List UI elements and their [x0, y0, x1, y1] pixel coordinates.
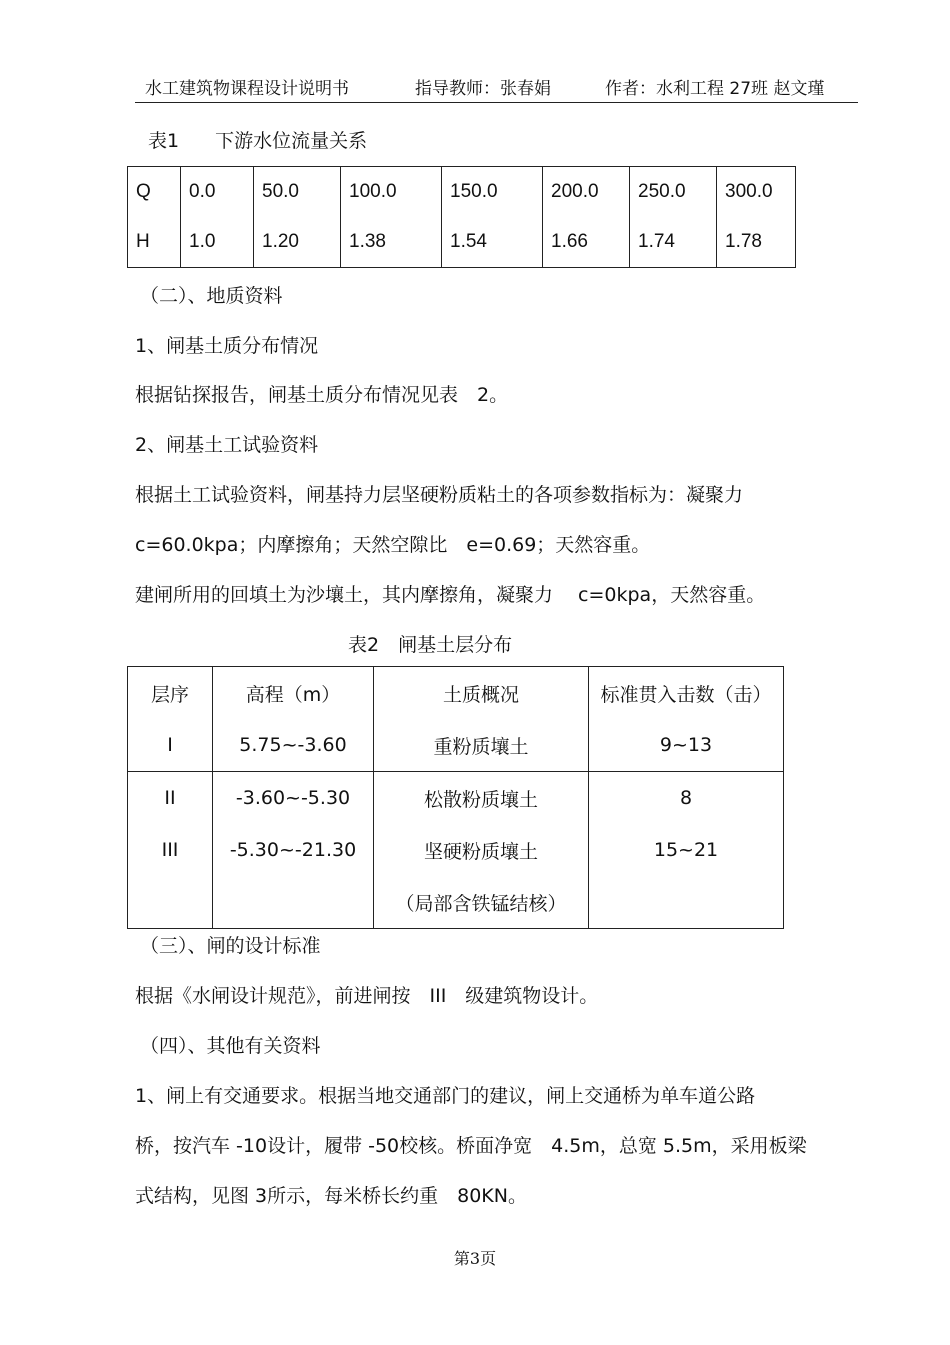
soil-layer-table	[127, 666, 784, 929]
table-cell: 300.0	[717, 167, 796, 218]
table-cell: -5.30~-21.30	[213, 824, 374, 876]
table-row	[128, 719, 784, 772]
paragraph: 根据钻探报告，闸基土质分布情况见表 2。	[135, 384, 509, 406]
table-cell: 250.0	[630, 167, 717, 218]
table-cell: 0.0	[181, 167, 254, 218]
paragraph: c=60.0kpa；内摩擦角；天然空隙比 e=0.69；天然容重。	[135, 534, 651, 556]
table-cell: （局部含铁锰结核）	[374, 876, 589, 929]
paragraph: 建闸所用的回填土为沙壤土，其内摩擦角，凝聚力 c=0kpa，天然容重。	[135, 584, 766, 606]
paragraph: 桥，按汽车 -10设计，履带 -50校核。桥面净宽 4.5m，总宽 5.5m，采用板梁	[135, 1135, 807, 1157]
paragraph: 1、闸上有交通要求。根据当地交通部门的建议，闸上交通桥为单车道公路	[135, 1085, 756, 1107]
table-cell	[128, 876, 213, 929]
paragraph: 1、闸基土质分布情况	[135, 335, 319, 357]
table1-title: 下游水位流量关系	[215, 130, 368, 152]
table-row	[128, 217, 796, 268]
table-cell: II	[128, 772, 213, 825]
water-level-discharge-table	[127, 166, 796, 268]
page-number: 第3页	[453, 1249, 497, 1268]
table-row	[128, 167, 796, 218]
table-cell: 150.0	[442, 167, 543, 218]
table-cell: 50.0	[254, 167, 341, 218]
page-header	[135, 72, 858, 103]
table-cell: 15~21	[589, 824, 784, 876]
table-cell: 1.78	[717, 217, 796, 268]
table-header-row	[128, 667, 784, 720]
table-cell: III	[161, 839, 179, 861]
table-cell: 8	[589, 772, 784, 825]
section-heading-design-standard: （三）、闸的设计标准	[140, 935, 321, 957]
table-header: 土质概况	[374, 667, 589, 720]
table1-number: 表1	[148, 130, 180, 152]
table-row	[128, 876, 784, 929]
table2-caption: 表2 闸基土层分布	[348, 634, 513, 656]
table-cell: -3.60~-5.30	[213, 772, 374, 825]
paragraph: 式结构，见图 3所示，每米桥长约重 80KN。	[135, 1185, 527, 1207]
table-cell: 1.0	[181, 217, 254, 268]
table-cell: 9~13	[589, 719, 784, 772]
table-cell: 1.74	[630, 217, 717, 268]
table1-caption	[148, 126, 367, 153]
section-heading-geology: （二）、地质资料	[140, 285, 283, 307]
table-cell: H	[136, 231, 150, 252]
table-header: 层序	[150, 683, 189, 706]
table-cell: I	[167, 734, 173, 756]
paragraph: 根据《水闸设计规范》，前进闸按 III 级建筑物设计。	[135, 985, 599, 1007]
table-cell: 1.66	[543, 217, 630, 268]
author: 作者：水利工程 27班 赵文瑾	[605, 79, 825, 99]
paragraph: 根据土工试验资料，闸基持力层坚硬粉质粘土的各项参数指标为：凝聚力	[135, 484, 744, 506]
table-cell: 1.54	[442, 217, 543, 268]
table-cell: 200.0	[543, 167, 630, 218]
paragraph: 2、闸基土工试验资料	[135, 434, 319, 456]
table-cell: 5.75~-3.60	[213, 719, 374, 772]
section-heading-other: （四）、其他有关资料	[140, 1035, 321, 1057]
doc-title: 水工建筑物课程设计说明书	[145, 79, 349, 99]
table-cell: 1.38	[341, 217, 442, 268]
table-cell: 1.20	[254, 217, 341, 268]
table-cell: 松散粉质壤土	[374, 772, 589, 825]
table-header: 高程（m）	[213, 667, 374, 720]
table-cell: 坚硬粉质壤土	[374, 824, 589, 876]
advisor: 指导教师：张春娟	[415, 79, 551, 99]
table-header: 标准贯入击数（击）	[589, 667, 784, 720]
table-row	[128, 772, 784, 825]
table-row	[128, 824, 784, 876]
table-cell: 100.0	[341, 167, 442, 218]
table-cell: Q	[136, 181, 151, 202]
table-cell	[589, 876, 784, 929]
table-cell	[213, 876, 374, 929]
table-cell: 重粉质壤土	[374, 719, 589, 772]
